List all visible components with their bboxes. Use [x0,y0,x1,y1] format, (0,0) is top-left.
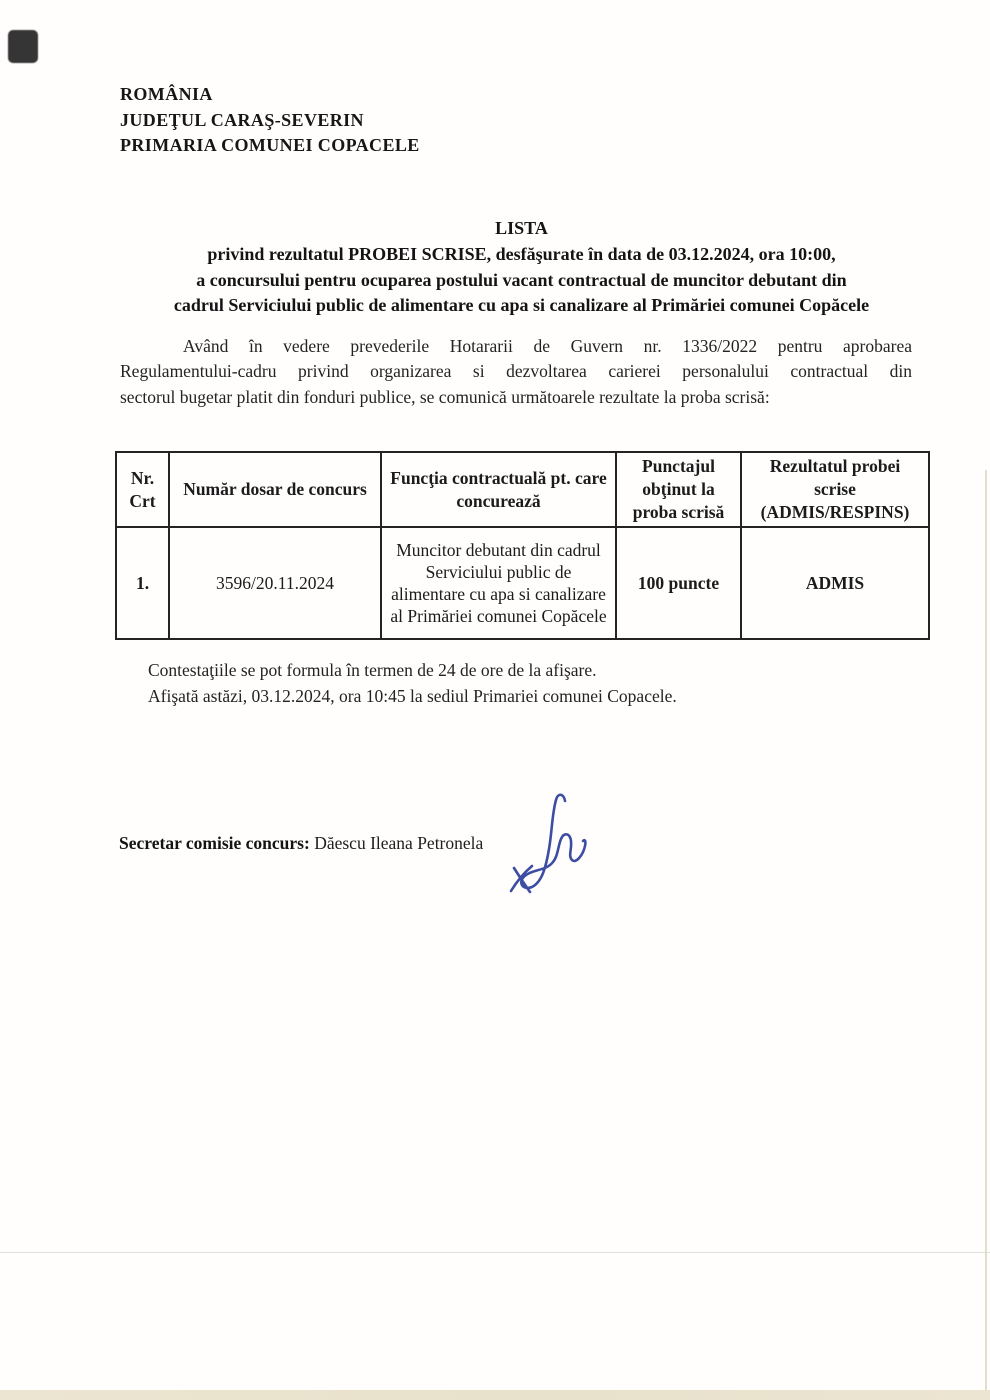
secretary-line [119,830,483,856]
title-line: cadrul Serviciului public de alimentare cu apa si canalizare al Primăriei comunei Copăcele [173,295,870,316]
results-table [115,451,928,640]
cell-punctaj: 100 puncte [616,527,741,639]
letterhead-institution: PRIMARIA COMUNEI COPACELE [120,135,420,155]
title-heading: LISTA [495,218,548,238]
handwritten-signature [505,790,600,898]
letterhead-country: ROMÂNIA [120,84,213,104]
scan-bottom-edge [0,1390,990,1400]
header-nr-crt: Nr. Crt [116,452,169,527]
scan-corner-artifact [8,30,38,63]
signature-main-stroke [521,795,585,888]
letterhead-county: JUDEŢUL CARAŞ-SEVERIN [120,109,364,130]
table-header-row [116,452,929,527]
header-punctaj: Punctajul obţinut la proba scrisă [616,452,741,527]
cell-rezultat: ADMIS [741,527,929,639]
intro-line: sectorul bugetar platit din fonduri publice, se comunică următoarele rezultate la proba scrisă: [120,386,770,407]
note-contestatii: Contestaţiile se pot formula în termen de 24 de ore de la afişare. [148,660,597,680]
intro-line: Având în vedere prevederile Hotararii de Guvern nr. 1336/2022 pentru aprobarea [183,336,912,356]
secretary-label: Secretar comisie concurs: [119,833,310,853]
header-functia: Funcţia contractuală pt. care concurează [381,452,616,527]
title-line: privind rezultatul PROBEI SCRISE, desfăşurate în data de 03.12.2024, ora 10:00, [207,243,836,264]
intro-paragraph [120,334,912,410]
header-numar-dosar: Număr dosar de concurs [169,452,381,527]
header-rezultat: Rezultatul probei scrise (ADMIS/RESPINS) [741,452,929,527]
intro-line: Regulamentului-cadru privind organizarea si dezvoltarea carierei personalului contractual din [120,361,912,382]
cell-dosar: 3596/20.11.2024 [169,527,381,639]
title-line: a concursului pentru ocuparea postului vacant contractual de muncitor debutant din [196,269,847,290]
cell-nr: 1. [116,527,169,639]
scan-right-edge [985,470,987,1400]
table-row [116,527,929,639]
scan-fold-line [0,1252,990,1253]
secretary-name: Dăescu Ileana Petronela [314,833,484,853]
letterhead [120,82,420,159]
document-title [115,216,928,319]
notes [148,658,677,709]
cell-functia: Muncitor debutant din cadrul Serviciului public de alimentare cu apa si canalizare al Primăriei comunei Copăcele [381,527,616,639]
note-afisare: Afişată astăzi, 03.12.2024, ora 10:45 la sediul Primariei comunei Copacele. [148,685,677,706]
